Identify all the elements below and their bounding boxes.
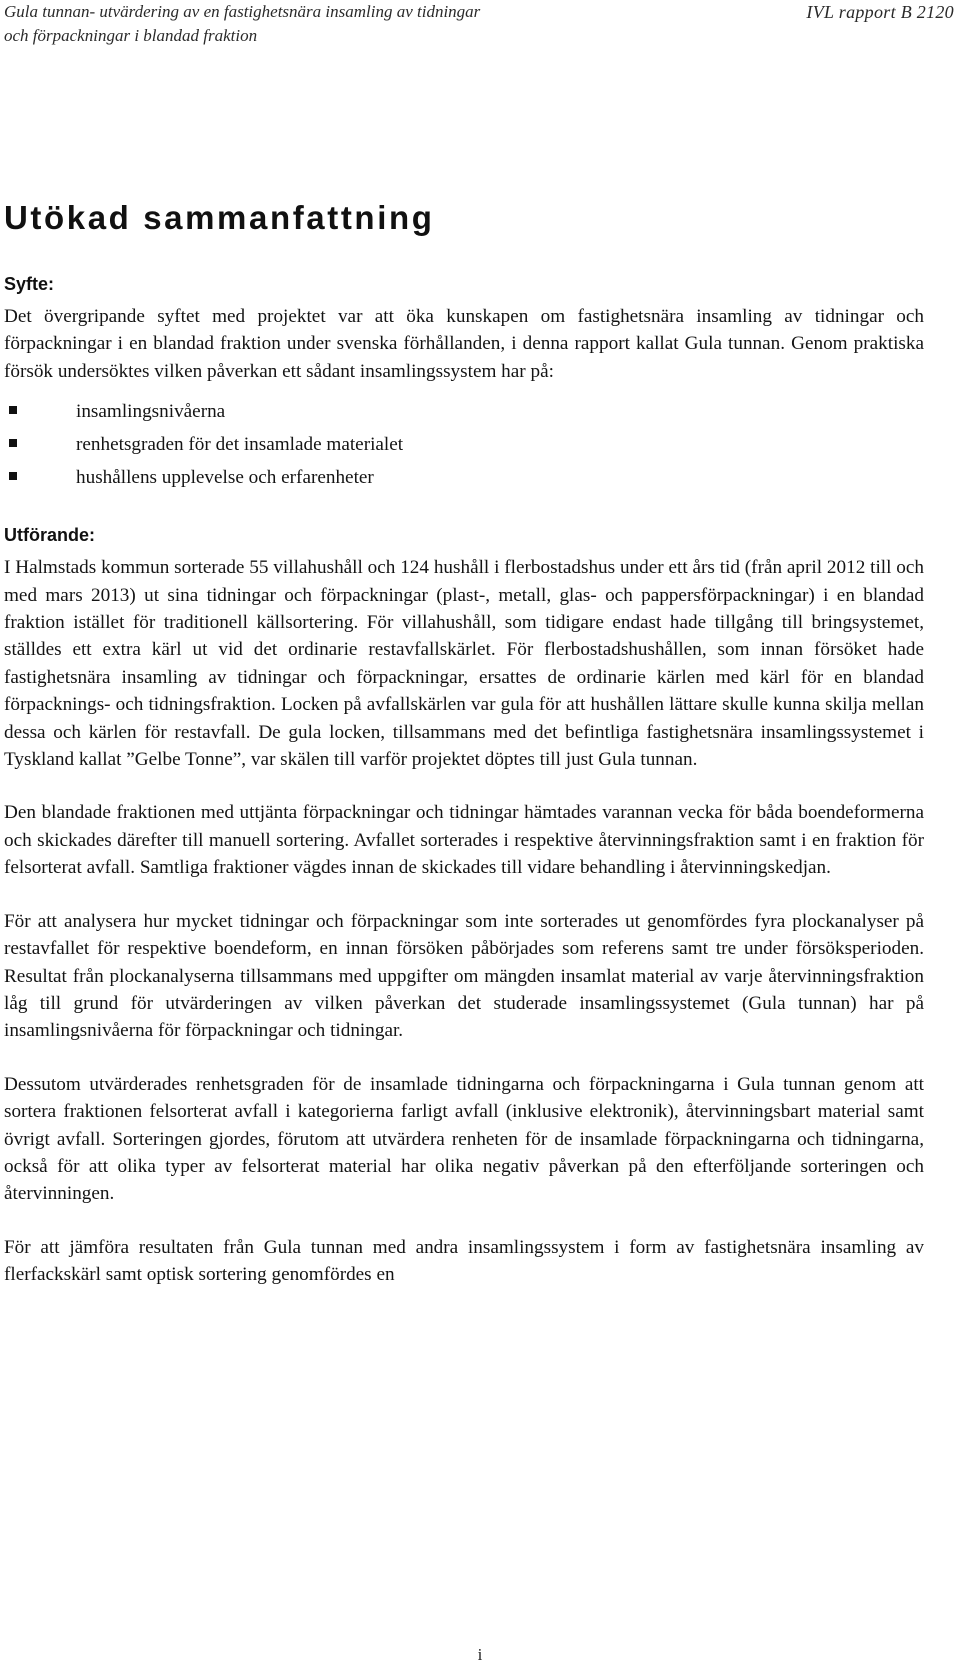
bullet-item [4, 395, 924, 428]
bullet-text: renhetsgraden för det insamlade materialet [76, 434, 404, 456]
section-heading-utforande: Utförande: [4, 525, 95, 546]
square-bullet-icon [9, 406, 17, 414]
document-body [4, 196, 924, 1289]
report-id: IVL rapport B 2120 [806, 2, 954, 22]
main-title: Utökad sammanfattning [4, 199, 435, 236]
bullet-text: insamlingsnivåerna [76, 401, 226, 423]
bullet-item [4, 461, 924, 494]
syfte-bullet-list [4, 395, 924, 494]
header-title-line-2: och förpackningar i blandad fraktion [4, 26, 258, 45]
syfte-paragraph: Det övergripande syftet med projektet var att öka kunskapen om fastighetsnära insamling av tidningar och förpackningar i en blandad fraktion under svenska förhållanden, i denna rapport kallat Gula tunnan. Genom praktiska försök undersöktes vilken påverkan ett sådant insamlingssystem har på: [4, 306, 924, 382]
page-number: i [477, 1645, 483, 1664]
utforande-paragraph-3: För att analysera hur mycket tidningar och förpackningar som inte sorterades ut genomfördes fyra plockanalyser på restavfallet för respektive boendeform, en innan försöken påbörjades som referens samt tre under försöksperioden. Resultat från plockanalyserna tillsammans med uppgifter om mängden insamlat material av varje återvinningsfraktion låg till grund för utvärderingen av vilken påverkan det studerade insamlingssystemet (Gula tunnan) har på insamlingsnivåerna för förpackningar och tidningar. [4, 910, 924, 1042]
bullet-item [4, 428, 924, 461]
page-header [4, 0, 954, 52]
utforande-paragraph-1: I Halmstads kommun sorterade 55 villahushåll och 124 hushåll i flerbostadshus under ett års tid (från april 2012 till och med mars 2013) ut sina tidningar och förpackningar (plast-, metall, glas- och pappersförpackningar) i en blandad fraktion istället för traditionell källsortering. För villahushåll, som tidigare endast hade tillgång till bringsystemet, ställdes ett extra kärl ut vid det ordinarie restavfallskärlet. För flerbostadshushållen, som innan försöket hade fastighetsnära insamling av tidningar och förpackningar, ersattes de ordinarie kärlen med kärl för en blandad förpacknings- och tidningsfraktion. Locken på avfallskärlen var gula för att hushållen lättare skulle kunna skilja mellan dessa och kärlen för restavfall. De gula locken, tillsammans med det befintliga fastighetsnära insamlingssystemet i Tyskland kallat ”Gelbe Tonne”, var skälen till varför projektet döptes till just Gula tunnan. [4, 557, 924, 771]
utforande-paragraph-5: För att jämföra resultaten från Gula tunnan med andra insamlingssystem i form av fastighetsnära insamling av flerfackskärl samt optisk sortering genomfördes en [4, 1236, 924, 1286]
square-bullet-icon [9, 439, 17, 447]
header-title [4, 0, 624, 48]
square-bullet-icon [9, 472, 17, 480]
bullet-text: hushållens upplevelse och erfarenheter [76, 467, 374, 489]
section-heading-syfte: Syfte: [4, 274, 55, 294]
header-title-line-1: Gula tunnan- utvärdering av en fastighetsnära insamling av tidningar [4, 2, 481, 21]
utforande-paragraph-2: Den blandade fraktionen med uttjänta förpackningar och tidningar hämtades varannan vecka för båda boendeformerna och skickades därefter till manuell sortering. Avfallet sorterades i respektive återvinningsfraktion samt i en fraktion för felsorterat avfall. Samtliga fraktioner vägdes innan de skickades till vidare behandling i återvinningskedjan. [4, 802, 924, 879]
utforande-paragraph-4: Dessutom utvärderades renhetsgraden för de insamlade tidningarna och förpackningarna i Gula tunnan genom att sortera fraktionen felsorterat avfall i kategorierna farligt avfall (inklusive elektronik), återvinningsbart material samt övrigt avfall. Sorteringen gjordes, förutom att utvärdera renheten för de insamlade förpackningarna och tidningarna, också för att olika typer av felsorterat material har olika negativ påverkan på den efterföljande sorteringen och återvinningen. [4, 1073, 924, 1205]
